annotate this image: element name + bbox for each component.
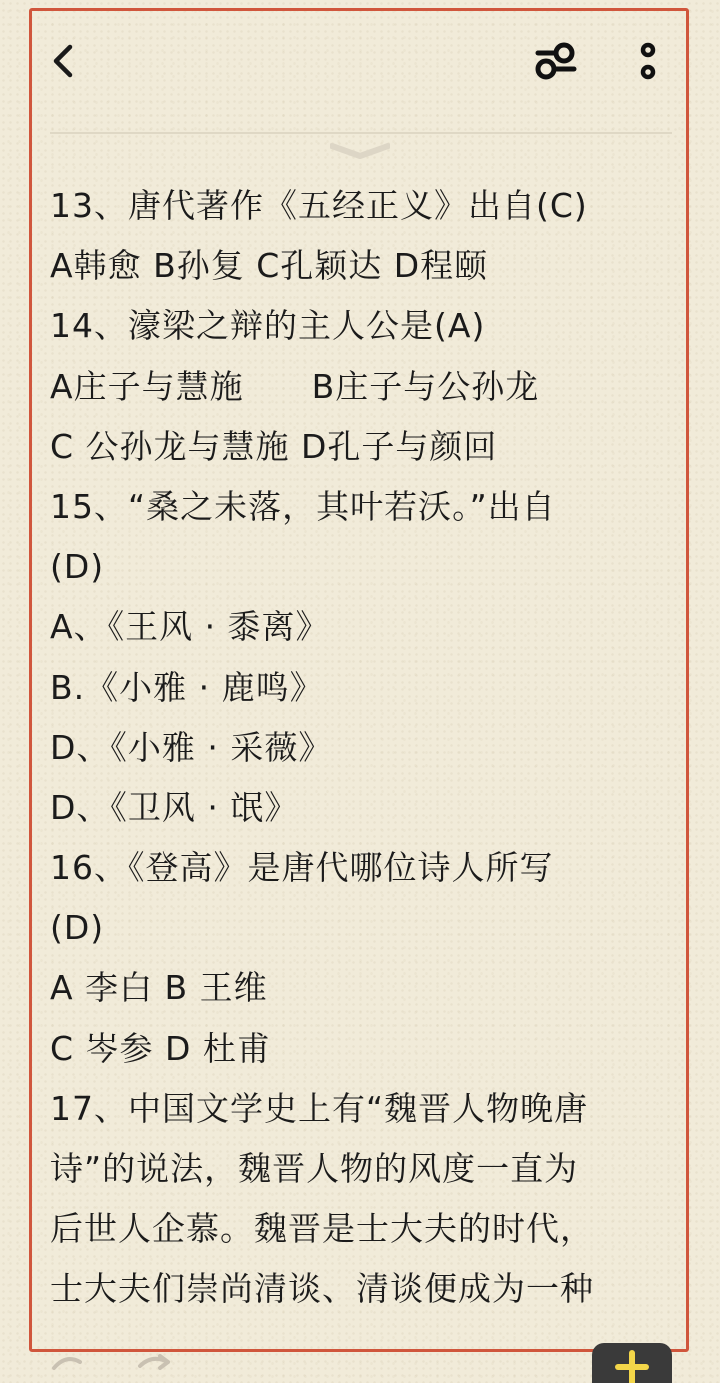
text-line: A韩愈 B孙复 C孔颖达 D程颐 [50, 246, 489, 286]
text-line: A庄子与慧施 B庄子与公孙龙 [50, 366, 540, 406]
text-line: 士大夫们崇尚清谈、清谈便成为一种 [50, 1269, 594, 1309]
text-line: 后世人企慕。魏晋是士大夫的时代， [50, 1209, 594, 1249]
text-line: 14、濠梁之辩的主人公是(A) [50, 306, 486, 346]
text-line: 17、中国文学史上有“魏晋人物晚唐 [50, 1088, 589, 1128]
more-options-button[interactable] [630, 37, 666, 85]
plus-icon [592, 1343, 672, 1383]
text-line: 13、唐代著作《五经正义》出自(C) [50, 186, 588, 225]
filter-settings-button[interactable] [532, 39, 580, 83]
text-line: 15、“桑之未落，其叶若沃。”出自 [50, 486, 556, 526]
more-vertical-icon [630, 37, 666, 85]
document-content [50, 176, 680, 1334]
text-line: B.《小雅 · 鹿鸣》 [50, 667, 324, 707]
text-line: C 公孙龙与慧施 D孔子与颜回 [50, 426, 498, 466]
add-button[interactable] [592, 1343, 672, 1383]
text-line: D、《卫风 · 氓》 [50, 787, 299, 827]
text-line: 诗”的说法，魏晋人物的风度一直为 [50, 1149, 579, 1188]
toolbar-divider [50, 132, 672, 134]
chevron-down-icon [330, 140, 390, 162]
text-line: D、《小雅 · 采薇》 [50, 727, 333, 767]
text-line: A 李白 B 王维 [50, 968, 268, 1008]
sliders-icon [532, 39, 580, 83]
bottom-toolbar-partial [44, 1352, 194, 1373]
pull-down-handle[interactable] [330, 140, 390, 162]
redo-icon[interactable] [140, 1356, 168, 1368]
text-line: (D) [50, 547, 105, 587]
top-toolbar [32, 11, 686, 121]
text-line: 16、《登高》是唐代哪位诗人所写 [50, 848, 554, 888]
text-line: A、《王风 · 黍离》 [50, 607, 330, 647]
back-button[interactable] [46, 41, 82, 81]
text-line: C 岑参 D 杜甫 [50, 1028, 271, 1068]
undo-icon[interactable] [54, 1359, 80, 1368]
chevron-left-icon [46, 41, 82, 81]
text-line: (D) [50, 908, 105, 948]
